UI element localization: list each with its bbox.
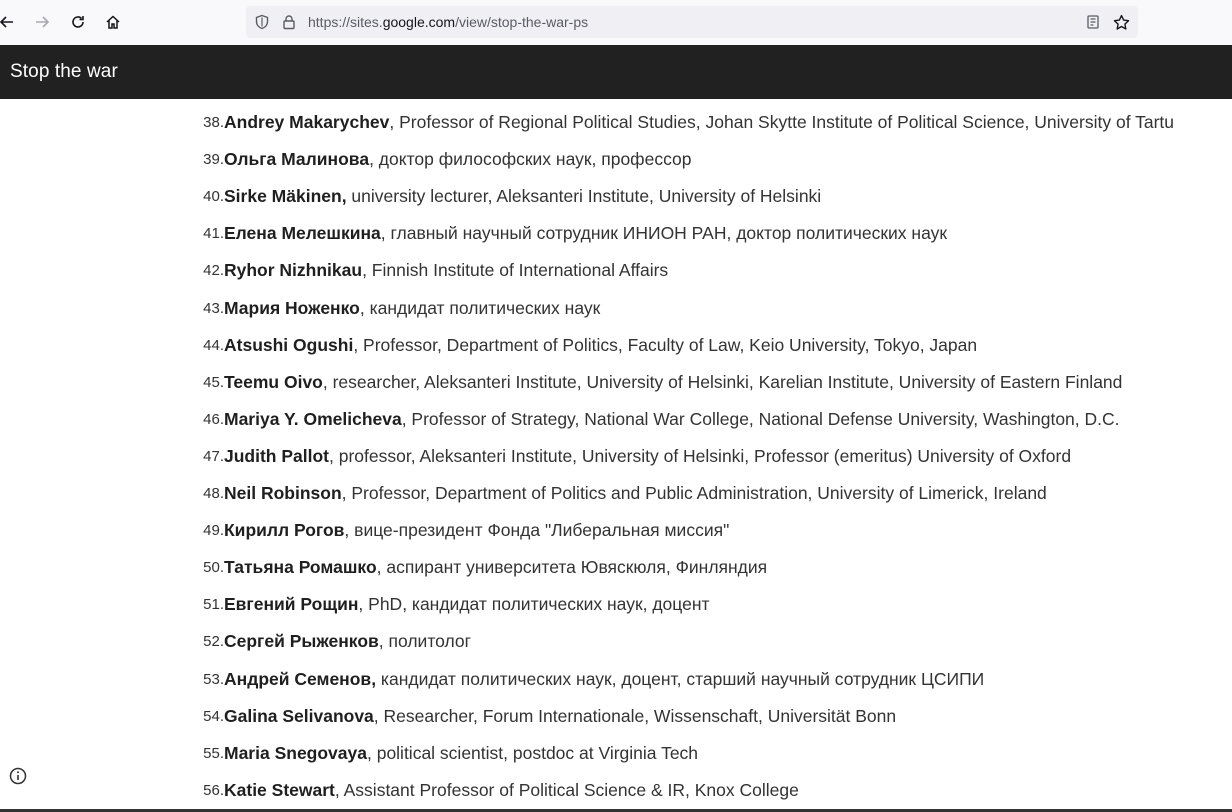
site-info-button[interactable] [8, 766, 28, 786]
list-item [0, 178, 1232, 215]
signatory-affiliation: , доктор философских наук, профессор [369, 149, 692, 170]
list-item-text [224, 520, 729, 541]
list-item-number: 40. [203, 188, 224, 206]
list-item-number: 41. [203, 225, 224, 243]
list-item-number: 52. [203, 633, 224, 651]
list-item-text [224, 298, 600, 319]
signatory-name: Ольга Малинова [224, 149, 370, 170]
list-item-text [224, 260, 668, 281]
list-item [0, 512, 1232, 549]
list-item [0, 401, 1232, 438]
list-item [0, 104, 1232, 141]
signatory-name: Teemu Oivo [224, 371, 323, 392]
list-item-text [224, 780, 799, 801]
list-item-text [224, 557, 767, 578]
signatory-affiliation: , главный научный сотрудник ИНИОН РАН, доктор политических наук [380, 223, 948, 244]
list-item-text [224, 446, 1071, 467]
signatory-name: Neil Robinson [224, 483, 342, 503]
signatory-name: Judith Pallot [224, 445, 329, 466]
list-item [0, 772, 1232, 809]
list-item-number: 42. [203, 262, 224, 280]
back-button[interactable] [0, 9, 20, 35]
list-item [0, 586, 1232, 623]
list-item-text [224, 631, 471, 652]
list-item-number: 48. [203, 485, 224, 502]
signatory-affiliation: , Professor, Department of Politics, Faculty of Law, Keio University, Tokyo, Japan [353, 334, 978, 355]
list-item-number: 39. [203, 151, 224, 169]
signatory-name: Galina Selivanova [224, 705, 374, 726]
reader-view-icon[interactable] [1084, 13, 1102, 31]
list-item-text [224, 335, 977, 356]
signatory-affiliation: , Professor, Department of Politics and Public Administration, University of Limerick, Ireland [341, 483, 1047, 503]
list-item-number: 38. [203, 114, 224, 131]
signatory-affiliation: , Researcher, Forum Internationale, Wissenschaft, Universität Bonn [373, 705, 897, 726]
signatory-affiliation: , политолог [378, 631, 472, 652]
list-item [0, 438, 1232, 475]
list-item-number: 49. [203, 522, 224, 540]
info-icon [9, 767, 27, 785]
site-title[interactable]: Stop the war [10, 61, 118, 82]
signatory-affiliation: , Professor of Strategy, National War College, National Defense University, Washington, D.C. [401, 408, 1120, 429]
signatory-name: Сергей Рыженков [224, 631, 379, 652]
signatory-affiliation: , PhD, кандидат политических наук, доцент [358, 594, 710, 615]
signatory-name: Татьяна Ромашко [224, 557, 377, 578]
list-item-text [224, 706, 896, 727]
list-item-number: 51. [203, 596, 224, 614]
signatory-affiliation: , аспирант университета Ювяскюля, Финляндия [376, 557, 768, 578]
list-item [0, 549, 1232, 586]
list-item-number: 43. [203, 299, 224, 317]
signatory-name: Евгений Рощин [224, 594, 359, 615]
list-item-number: 50. [203, 559, 224, 577]
list-item-number: 45. [203, 373, 224, 391]
url-prefix: https://sites. [308, 14, 383, 30]
list-item-text [224, 186, 821, 207]
list-item-number: 47. [203, 447, 224, 465]
list-item-text [224, 149, 691, 170]
list-item-text [224, 669, 984, 690]
list-item-text [224, 594, 710, 615]
signatory-name: Кирилл Рогов [224, 520, 345, 541]
signatory-name: Ryhor Nizhnikau [224, 260, 363, 281]
forward-arrow-icon [34, 14, 50, 30]
bookmark-star-icon[interactable] [1112, 13, 1130, 31]
list-item-number: 53. [203, 670, 224, 688]
signatory-affiliation: , professor, Aleksanteri Institute, University of Helsinki, Professor (emeritus) University of Oxford [329, 445, 1072, 466]
home-button[interactable] [100, 9, 126, 35]
list-item [0, 735, 1232, 772]
list-item [0, 623, 1232, 660]
url-domain: google.com [382, 14, 456, 30]
reload-button[interactable] [65, 9, 91, 35]
signatory-affiliation: , Assistant Professor of Political Science & IR, Knox College [334, 779, 799, 800]
list-item-number: 54. [203, 707, 224, 725]
browser-toolbar [0, 0, 1232, 45]
signatory-name: Atsushi Ogushi [224, 334, 354, 355]
list-item [0, 327, 1232, 364]
signatory-affiliation: , political scientist, postdoc at Virginia Tech [366, 742, 699, 763]
reload-icon [70, 14, 86, 30]
signatory-name: Andrey Makarychev [224, 112, 390, 132]
signatory-name: Sirke Mäkinen, [224, 186, 347, 207]
back-arrow-icon [0, 14, 15, 30]
list-item-text [224, 743, 698, 764]
list-item-text [224, 483, 1047, 504]
list-item-text [224, 223, 947, 244]
list-item [0, 364, 1232, 401]
lock-icon[interactable] [280, 13, 298, 31]
home-icon [105, 14, 121, 30]
signatory-affiliation: university lecturer, Aleksanteri Institute, University of Helsinki [346, 186, 822, 207]
signatory-name: Мария Ноженко [224, 297, 360, 318]
address-bar[interactable] [246, 6, 1138, 38]
signatory-name: Елена Мелешкина [224, 223, 381, 244]
signatory-affiliation: , Finnish Institute of International Affairs [362, 260, 669, 281]
list-item [0, 475, 1232, 512]
signatory-affiliation: , кандидат политических наук [359, 297, 601, 318]
signatory-name: Maria Snegovaya [224, 742, 367, 763]
list-item [0, 698, 1232, 735]
list-item [0, 141, 1232, 178]
site-header [0, 45, 1232, 99]
list-item-number: 56. [203, 781, 224, 799]
signatory-name: Андрей Семенов, [224, 668, 377, 689]
signatory-name: Katie Stewart [224, 779, 335, 800]
signatory-affiliation: , researcher, Aleksanteri Institute, University of Helsinki, Karelian Institute, University of Eastern Finland [322, 371, 1123, 392]
list-item [0, 290, 1232, 327]
list-item [0, 252, 1232, 289]
signatory-name: Mariya Y. Omelicheva [224, 408, 402, 429]
list-item-text [224, 372, 1122, 393]
list-item-number: 46. [203, 410, 224, 428]
url-path: /view/stop-the-war-ps [455, 14, 589, 30]
list-item-text [224, 112, 1174, 133]
forward-button[interactable] [29, 9, 55, 35]
signatory-affiliation: кандидат политических наук, доцент, старший научный сотрудник ЦСИПИ [376, 668, 985, 689]
url-text[interactable] [308, 6, 588, 38]
signatory-affiliation: , Professor of Regional Political Studies, Johan Skytte Institute of Political Science, University of Tartu [389, 112, 1175, 132]
list-item-text [224, 409, 1120, 430]
shield-icon[interactable] [253, 13, 271, 31]
signatory-affiliation: , вице-президент Фонда "Либеральная миссия" [344, 520, 730, 541]
list-item [0, 661, 1232, 698]
list-item [0, 215, 1232, 252]
list-item-number: 44. [203, 336, 224, 354]
list-item-number: 55. [203, 744, 224, 762]
